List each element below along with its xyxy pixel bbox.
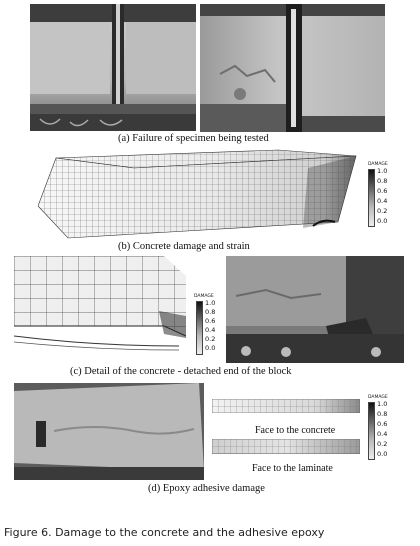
specimen-photo-left (30, 4, 196, 131)
caption-a: (a) Failure of specimen being tested (118, 133, 269, 144)
legend-tick: 0.8 (377, 177, 388, 185)
damage-legend-b (366, 162, 406, 230)
legend-tick: 0.0 (377, 217, 388, 225)
damage-legend-c (194, 294, 230, 360)
epoxy-strip-concrete-face (212, 399, 360, 413)
legend-tick: 0.0 (205, 344, 216, 352)
detached-end-photo (226, 256, 404, 363)
legend-tick: 0.8 (377, 410, 388, 418)
legend-title: DAMAGE (194, 294, 214, 299)
detached-end-mesh (14, 256, 186, 362)
legend-title: DAMAGE (368, 162, 388, 167)
legend-colorbar (196, 301, 203, 355)
legend-colorbar (368, 169, 375, 227)
legend-tick: 0.4 (377, 430, 388, 438)
legend-tick: 1.0 (377, 167, 388, 175)
caption-b: (b) Concrete damage and strain (118, 241, 250, 252)
legend-tick: 1.0 (377, 400, 388, 408)
caption-d: (d) Epoxy adhesive damage (148, 483, 265, 494)
epoxy-photo (14, 383, 204, 480)
legend-tick: 0.8 (205, 308, 216, 316)
legend-tick: 0.4 (377, 197, 388, 205)
strip-label-concrete: Face to the concrete (255, 425, 336, 436)
legend-tick: 0.4 (205, 326, 216, 334)
legend-tick: 0.6 (205, 317, 216, 325)
strip-label-laminate: Face to the laminate (252, 463, 333, 474)
legend-title: DAMAGE (368, 395, 388, 400)
epoxy-strip-laminate-face (212, 439, 360, 454)
legend-tick: 0.2 (377, 440, 388, 448)
legend-tick: 0.0 (377, 450, 388, 458)
legend-tick: 0.6 (377, 420, 388, 428)
damage-legend-d (366, 395, 406, 465)
caption-c: (c) Detail of the concrete - detached end of the block (70, 366, 292, 377)
legend-tick: 0.2 (205, 335, 216, 343)
concrete-mesh-model (38, 148, 358, 240)
specimen-photo-right (200, 4, 385, 132)
legend-tick: 1.0 (205, 299, 216, 307)
legend-colorbar (368, 402, 375, 460)
legend-tick: 0.6 (377, 187, 388, 195)
figure-caption: Figure 6. Damage to the concrete and the adhesive epoxy (4, 526, 325, 539)
legend-tick: 0.2 (377, 207, 388, 215)
